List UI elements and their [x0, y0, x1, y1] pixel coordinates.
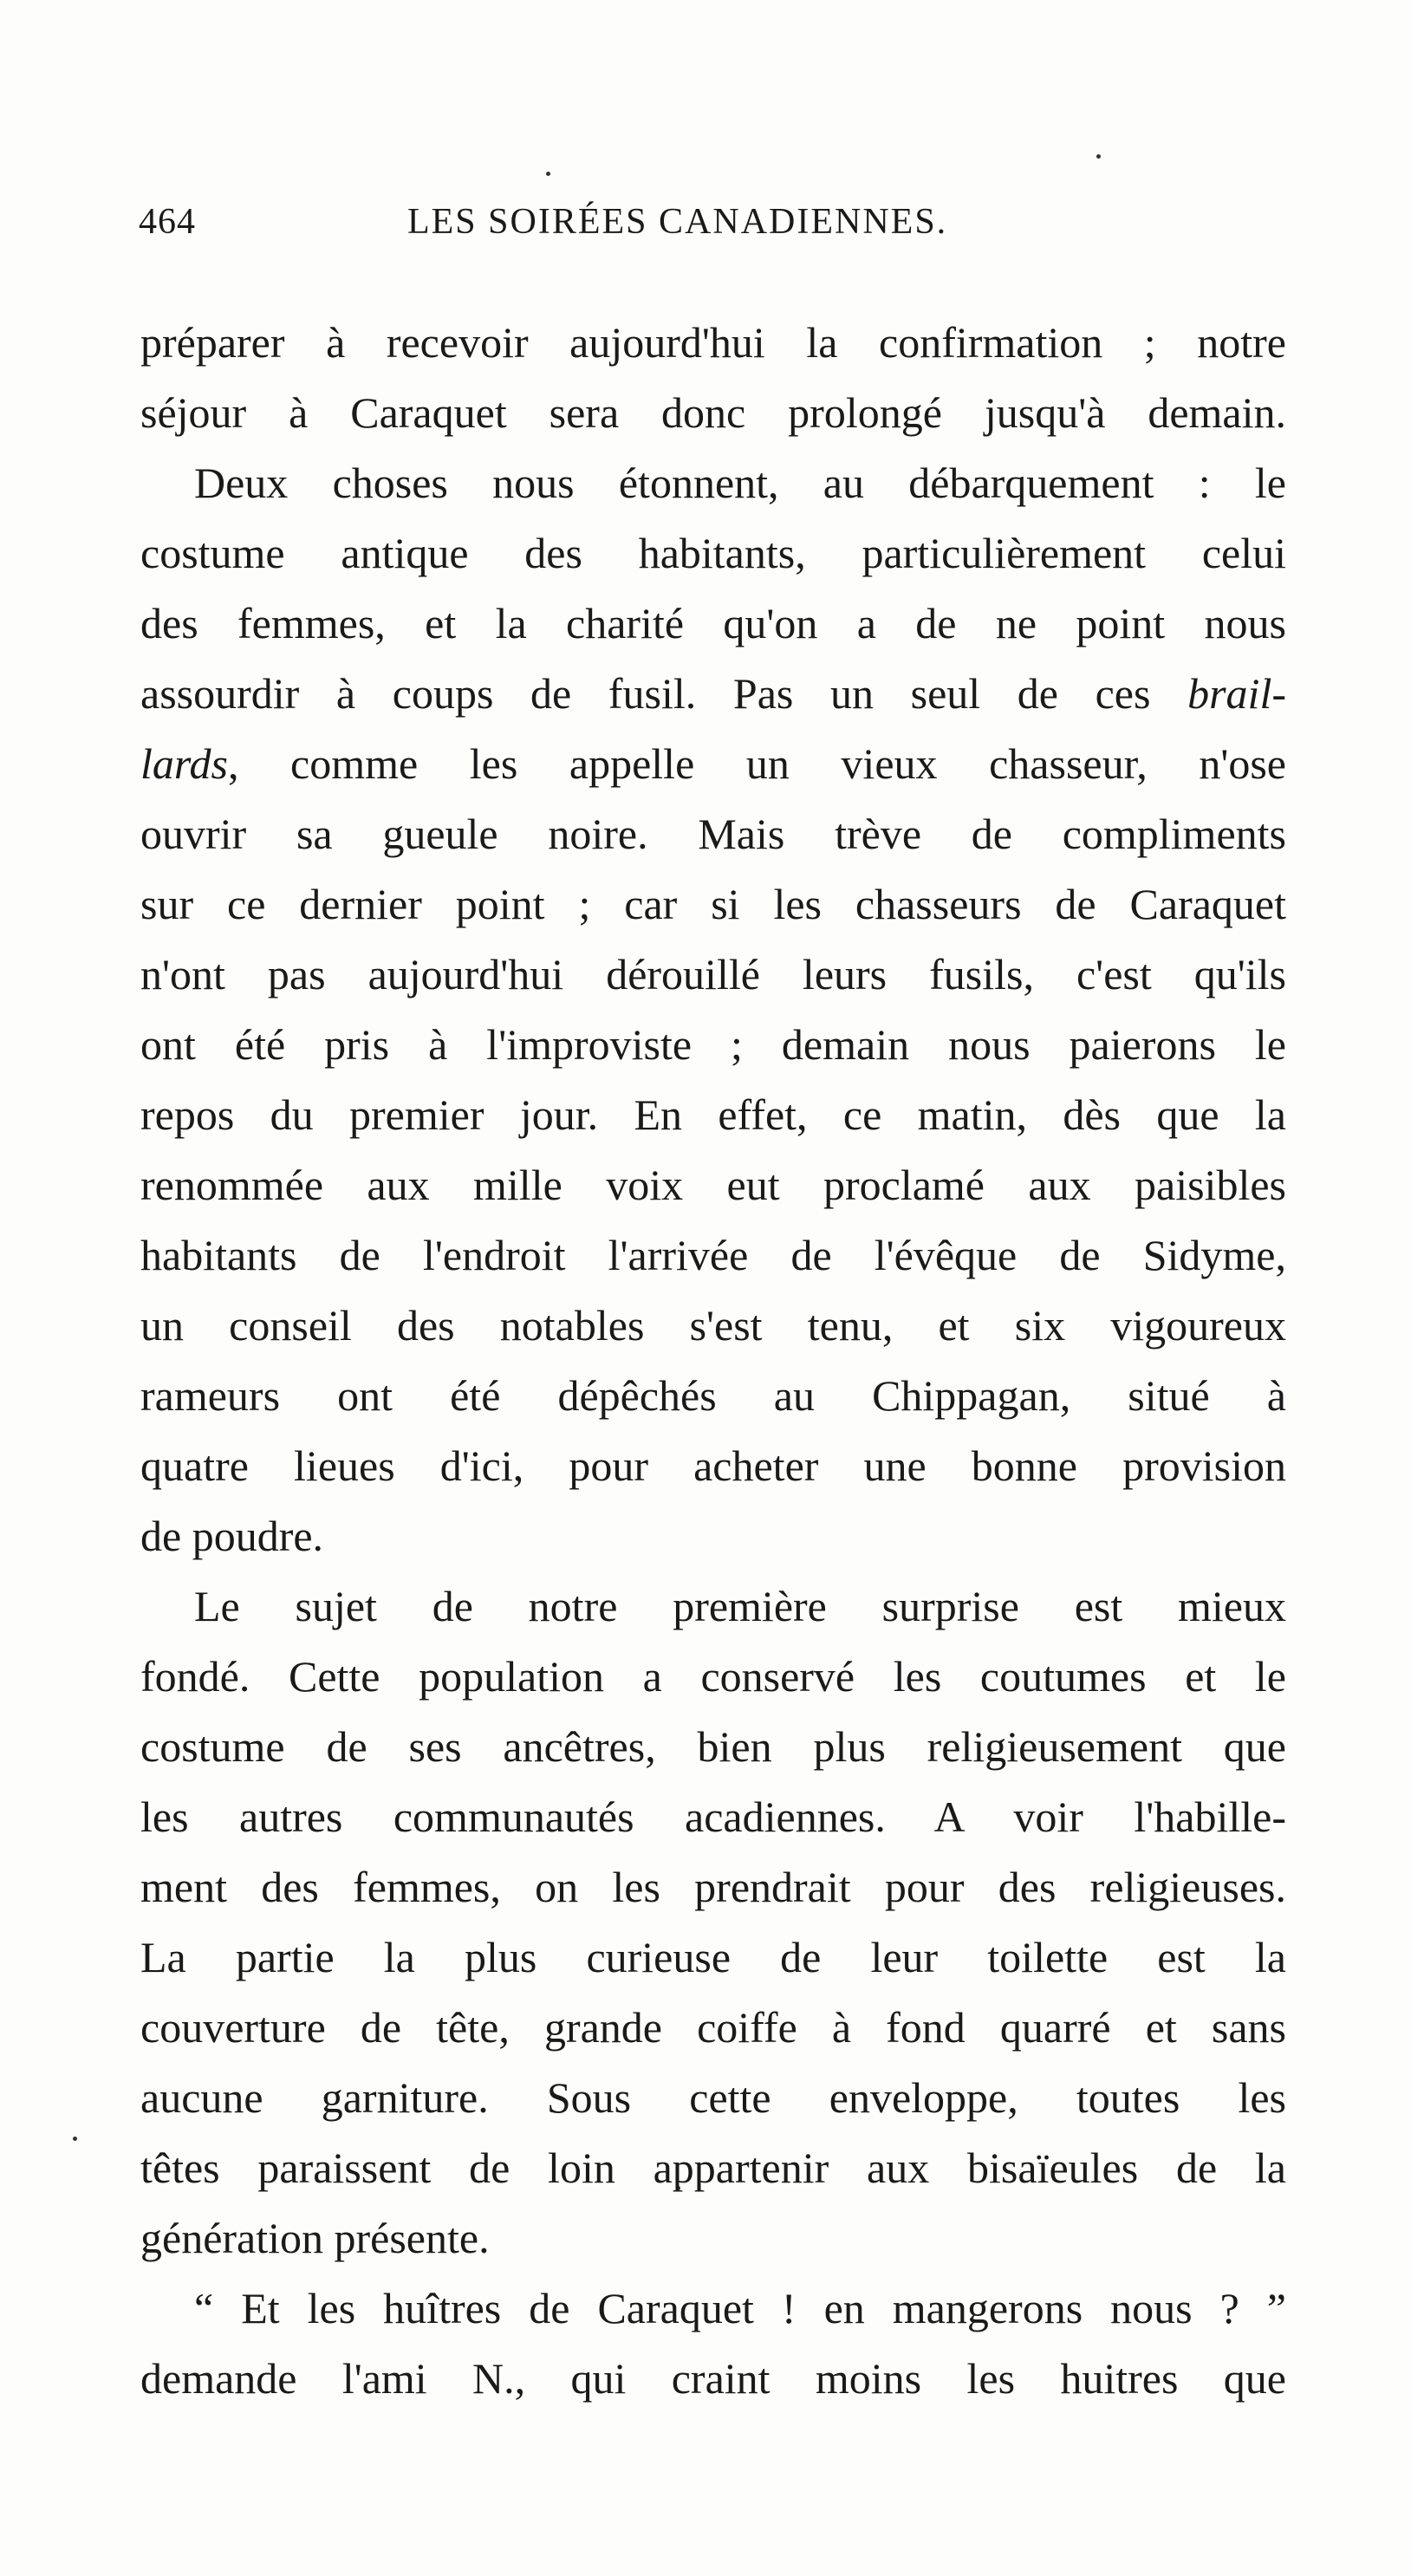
page-number: 464	[139, 202, 196, 242]
text-line: renommée aux mille voix eut proclamé aux paisibles	[140, 1161, 1286, 1209]
text-line: La partie la plus curieuse de leur toilette est la	[140, 1933, 1286, 1981]
text-line: costume de ses ancêtres, bien plus religieusement que	[140, 1722, 1286, 1771]
text-line: des femmes, et la charité qu'on a de ne point nous	[140, 599, 1286, 647]
text-segment: assourdir à coups de fusil. Pas un seul de ces	[140, 669, 1188, 718]
print-speck	[73, 2137, 77, 2141]
body-text	[140, 308, 1286, 2414]
print-speck	[546, 172, 550, 176]
text-line: Deux choses nous étonnent, au débarquement : le	[194, 459, 1286, 507]
text-line: les autres communautés acadiennes. A voir l'habille-	[140, 1792, 1286, 1841]
text-line: quatre lieues d'ici, pour acheter une bonne provision	[140, 1441, 1286, 1490]
text-line: génération présente.	[140, 2214, 490, 2262]
text-line: préparer à recevoir aujourd'hui la confirmation ; notre	[140, 318, 1286, 367]
print-speck	[1096, 154, 1101, 159]
text-line: “ Et les huîtres de Caraquet ! en mangerons nous ? ”	[194, 2284, 1286, 2332]
text-line	[140, 729, 1286, 799]
text-segment: , comme les appelle un vieux chasseur, n'ose	[227, 739, 1286, 788]
text-line: fondé. Cette population a conservé les coutumes et le	[140, 1652, 1286, 1701]
text-line: rameurs ont été dépêchés au Chippagan, situé à	[140, 1371, 1286, 1420]
text-line: ont été pris à l'improviste ; demain nous paierons le	[140, 1020, 1286, 1069]
italic-text: lards	[140, 739, 228, 788]
text-line: ment des femmes, on les prendrait pour des religieuses.	[140, 1863, 1286, 1911]
text-line: aucune garniture. Sous cette enveloppe, toutes les	[140, 2073, 1286, 2122]
text-line: têtes paraissent de loin appartenir aux bisaïeules de la	[140, 2143, 1286, 2192]
text-line: costume antique des habitants, particulièrement celui	[140, 529, 1286, 577]
text-line: ouvrir sa gueule noire. Mais trève de compliments	[140, 810, 1286, 858]
text-line: repos du premier jour. En effet, ce matin, dès que la	[140, 1090, 1286, 1139]
text-line: Le sujet de notre première surprise est mieux	[194, 1582, 1286, 1630]
text-line	[140, 659, 1286, 729]
running-title: LES SOIRÉES CANADIENNES.	[407, 202, 948, 242]
text-line: habitants de l'endroit l'arrivée de l'évêque de Sidyme,	[140, 1231, 1286, 1279]
text-line: demande l'ami N., qui craint moins les huitres que	[140, 2354, 1286, 2403]
text-line: de poudre.	[140, 1512, 324, 1560]
italic-text: brail-	[1187, 669, 1286, 718]
page-header	[139, 201, 1291, 253]
text-line: un conseil des notables s'est tenu, et six vigoureux	[140, 1301, 1286, 1350]
text-line: sur ce dernier point ; car si les chasseurs de Caraquet	[140, 880, 1286, 928]
text-line: séjour à Caraquet sera donc prolongé jusqu'à demain.	[140, 388, 1286, 437]
text-line: n'ont pas aujourd'hui dérouillé leurs fusils, c'est qu'ils	[140, 950, 1286, 999]
text-line: couverture de tête, grande coiffe à fond quarré et sans	[140, 2003, 1286, 2052]
